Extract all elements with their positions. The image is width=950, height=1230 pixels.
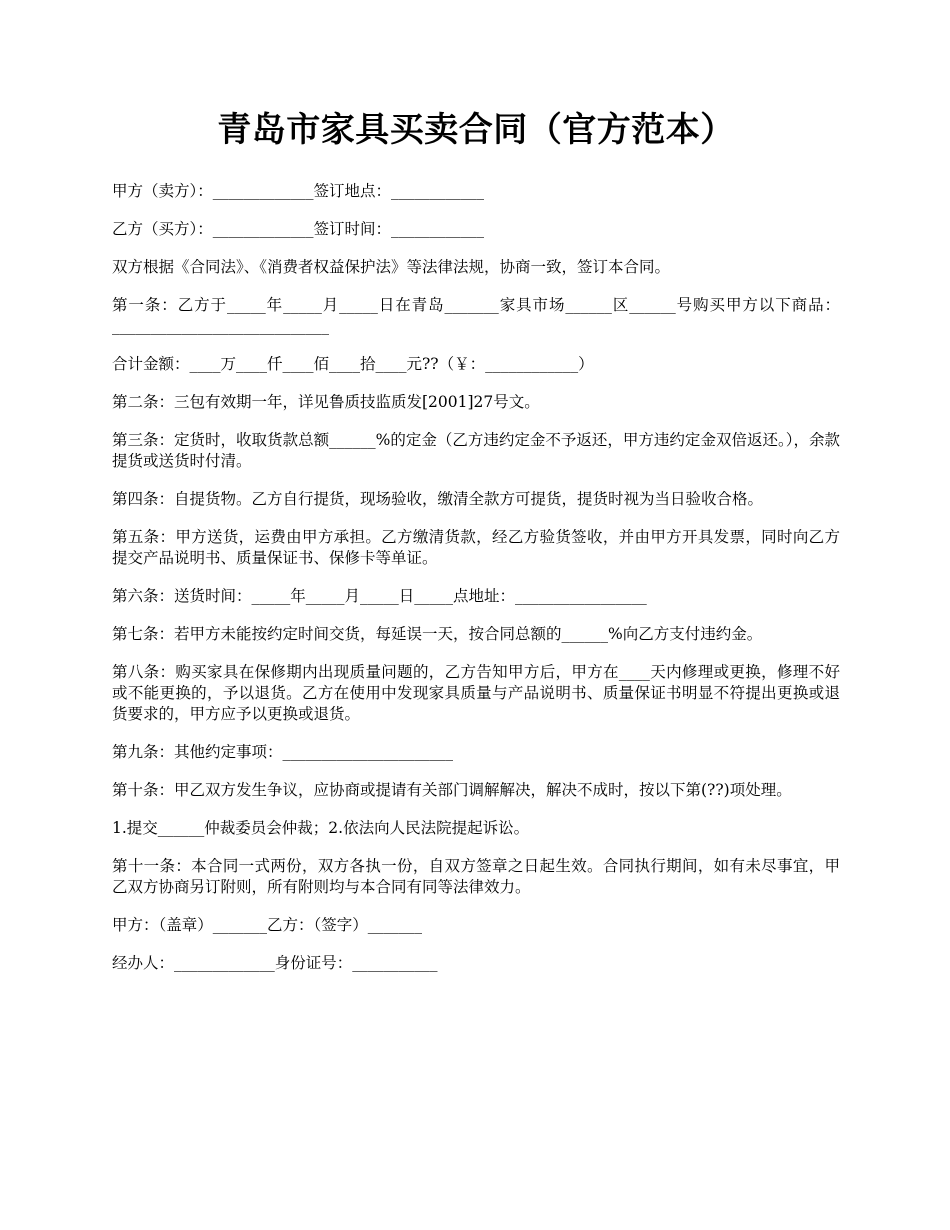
article-5: 第五条：甲方送货，运费由甲方承担。乙方缴清货款，经乙方验货签收，并由甲方开具发票，同时向乙方提交产品说明书、质量保证书、保修卡等单证。 [112, 527, 840, 567]
article-4: 第四条：自提货物。乙方自行提货，现场验收，缴清全款方可提货，提货时视为当日验收合格。 [112, 489, 764, 508]
article-2: 第二条：三包有效期一年，详见鲁质技监质发[2001]27号文。 [112, 392, 540, 411]
handler-line: 经办人：_____________身份证号：___________ [112, 953, 438, 972]
signature-line: 甲方：（盖章）_______乙方：（签字）_______ [112, 915, 423, 934]
party-b-line: 乙方（买方）：_____________签订时间：____________ [112, 219, 485, 238]
article-7: 第七条：若甲方未能按约定时间交货，每延误一天，按合同总额的______%向乙方支付违约金。 [112, 624, 763, 643]
total-amount: 合计金额：____万____仟____佰____拾____元??（￥：____________） [112, 354, 594, 373]
document-page [112, 110, 840, 991]
article-3: 第三条：定货时，收取货款总额______%的定金（乙方违约定金不予返还，甲方违约定金双倍返还。），余款提货或送货时付清。 [112, 430, 840, 470]
article-10: 第十条：甲乙双方发生争议，应协商或提请有关部门调解解决，解决不成时，按以下第(??)项处理。 [112, 780, 792, 799]
article-11: 第十一条：本合同一式两份，双方各执一份，自双方签章之日起生效。合同执行期间，如有未尽事宜，甲乙双方协商另订附则，所有附则均与本合同有同等法律效力。 [112, 856, 840, 896]
party-a-line: 甲方（卖方）：_____________签订地点：____________ [112, 181, 485, 200]
preamble: 双方根据《合同法》、《消费者权益保护法》等法律法规，协商一致，签订本合同。 [112, 257, 671, 276]
dispute-options: 1.提交______仲裁委员会仲裁；2.依法向人民法院提起诉讼。 [112, 818, 530, 837]
article-8: 第八条：购买家具在保修期内出现质量问题的，乙方告知甲方后，甲方在____天内修理或更换，修理不好或不能更换的，予以退货。乙方在使用中发现家具质量与产品说明书、质量保证书明显不符提出更换或退货要求的，甲方应予以更换或退货。 [112, 662, 840, 723]
article-6: 第六条：送货时间：_____年_____月_____日_____点地址：_________________ [112, 586, 647, 605]
article-9: 第九条：其他约定事项：______________________ [112, 742, 454, 761]
article-1: 第一条：乙方于_____年_____月_____日在青岛_______家具市场______区______号购买甲方以下商品：____________________________ [112, 295, 840, 335]
document-title: 青岛市家具买卖合同（官方范本） [217, 110, 735, 150]
